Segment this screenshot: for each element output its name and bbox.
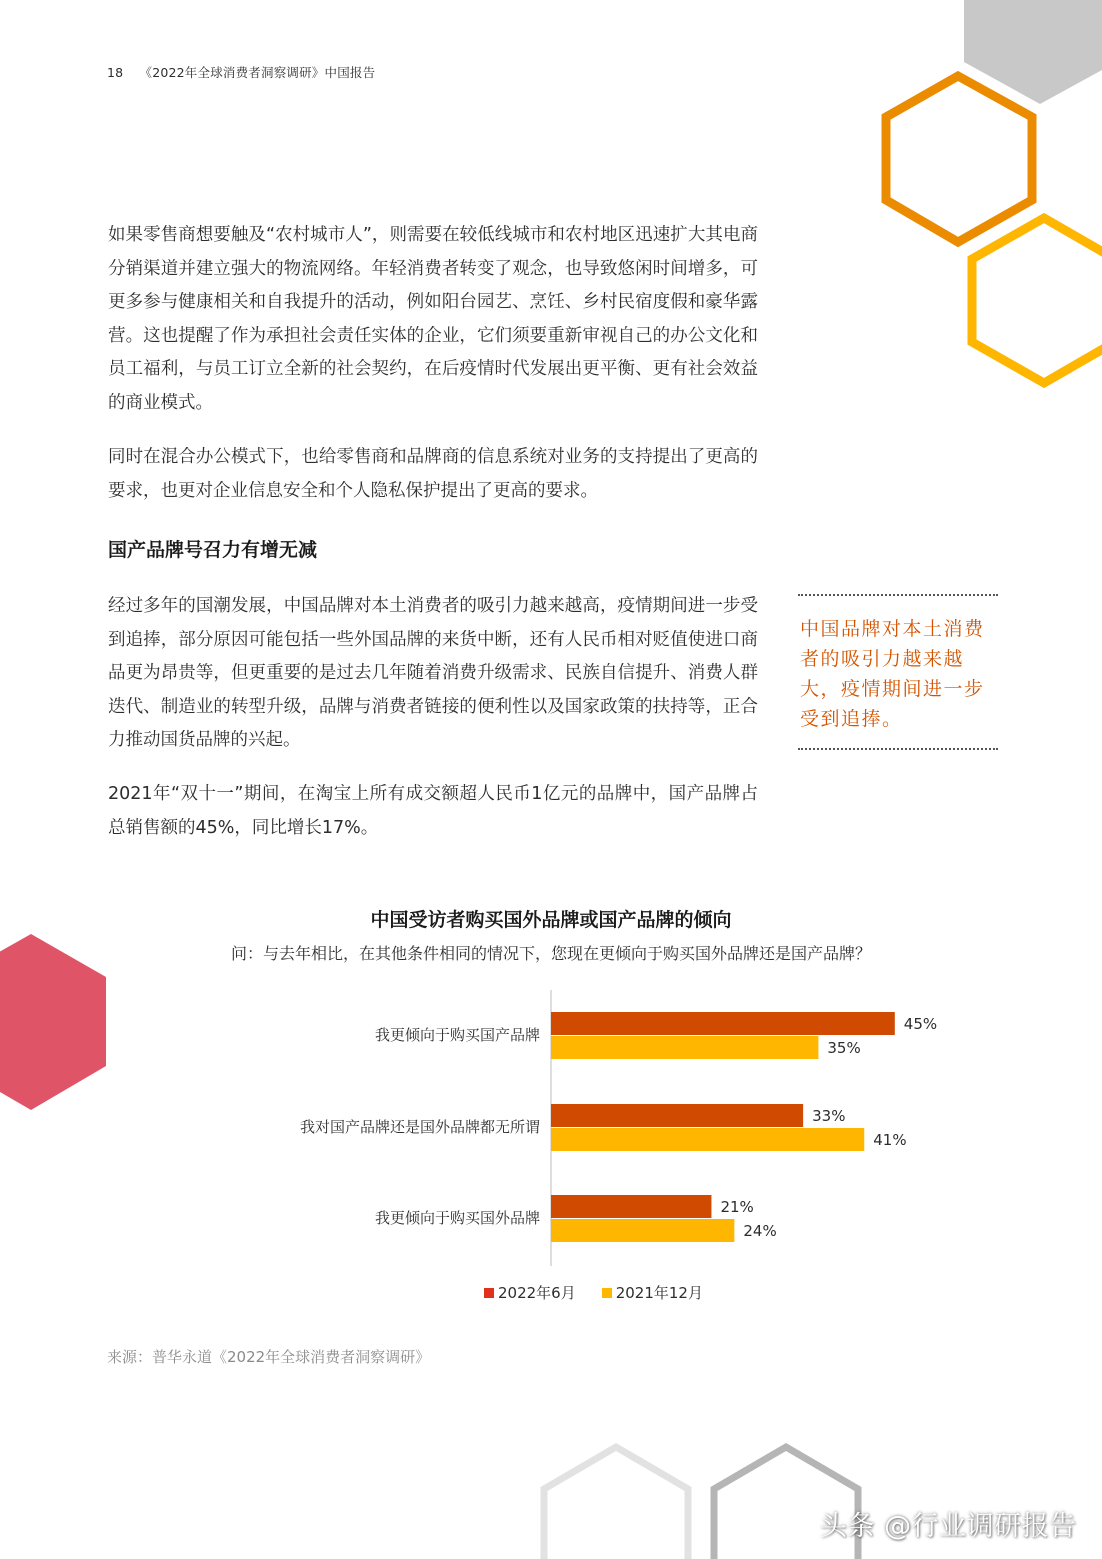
pull-quote-text: 中国品牌对本土消费者的吸引力越来越大，疫情期间进一步受到追捧。 bbox=[800, 618, 985, 730]
bar-2022 bbox=[551, 1012, 895, 1035]
legend-item-2022 bbox=[484, 1282, 576, 1303]
legend-label-2021: 2021年12月 bbox=[615, 1284, 703, 1302]
chart-legend bbox=[484, 1282, 703, 1303]
paragraph-guochao: 经过多年的国潮发展，中国品牌对本土消费者的吸引力越来越高，疫情期间进一步受到追捧，部分原因可能包括一些外国品牌的来货中断，还有人民币相对贬值使进口商品更为昂贵等，但更重要的是过去几年随着消费升级需求、民族自信提升、消费人群迭代、制造业的转型升级，品牌与消费者链接的便利性以及国家政策的扶持等，正合力推动国货品牌的兴起。 bbox=[108, 596, 758, 750]
paragraph-double-eleven: 2021年“双十一”期间，在淘宝上所有成交额超人民币1亿元的品牌中，国产品牌占总销售额的45%，同比增长17%。 bbox=[108, 784, 758, 838]
bar-2021 bbox=[551, 1036, 818, 1059]
category-label: 我对国产品牌还是国外品牌都无所谓 bbox=[299, 1118, 540, 1136]
bar-2021 bbox=[551, 1219, 734, 1242]
bar-2022 bbox=[551, 1104, 803, 1127]
source-note: 来源：普华永道《2022年全球消费者洞察调研》 bbox=[107, 1348, 431, 1366]
chart-subtitle: 问：与去年相比，在其他条件相同的情况下，您现在更倾向于购买国外品牌还是国产品牌？ bbox=[230, 944, 871, 963]
page-number: 18 bbox=[107, 65, 124, 80]
data-label: 21% bbox=[720, 1198, 754, 1216]
data-label: 33% bbox=[812, 1107, 846, 1125]
paragraph-rural-urban: 如果零售商想要触及“农村城市人”，则需要在较低线城市和农村地区迅速扩大其电商分销渠道并建立强大的物流网络。年轻消费者转变了观念，也导致悠闲时间增多，可更多参与健康相关和自我提升的活动，例如阳台园艺、烹饪、乡村民宿度假和豪华露营。这也提醒了作为承担社会责任实体的企业，它们须要重新审视自己的办公文化和员工福利，与员工订立全新的社会契约，在后疫情时代发展出更平衡、更有社会效益的商业模式。 bbox=[108, 225, 758, 413]
report-title: 《2022年全球消费者洞察调研》中国报告 bbox=[139, 65, 376, 80]
section-title: 国产品牌号召力有增无减 bbox=[108, 539, 318, 561]
data-label: 41% bbox=[873, 1131, 907, 1149]
chart-title: 中国受访者购买国外品牌或国产品牌的倾向 bbox=[370, 909, 732, 931]
data-label: 45% bbox=[903, 1015, 938, 1033]
legend-item-2021 bbox=[602, 1282, 703, 1303]
legend-swatch-2021 bbox=[602, 1288, 612, 1298]
legend-label-2022: 2022年6月 bbox=[498, 1284, 576, 1302]
legend-swatch-2022 bbox=[484, 1288, 494, 1298]
category-label: 我更倾向于购买国外品牌 bbox=[374, 1209, 540, 1227]
paragraph-hybrid-work: 同时在混合办公模式下，也给零售商和品牌商的信息系统对业务的支持提出了更高的要求，也更对企业信息安全和个人隐私保护提出了更高的要求。 bbox=[108, 447, 758, 501]
bar-2021 bbox=[551, 1128, 864, 1151]
data-label: 35% bbox=[827, 1039, 861, 1057]
light-grey-hexagon-outline bbox=[544, 1447, 688, 1559]
watermark: 头条 @行业调研报告 bbox=[820, 1511, 1077, 1542]
bar-2022 bbox=[551, 1195, 711, 1218]
category-label: 我更倾向于购买国产品牌 bbox=[374, 1026, 540, 1044]
data-label: 24% bbox=[743, 1222, 777, 1240]
